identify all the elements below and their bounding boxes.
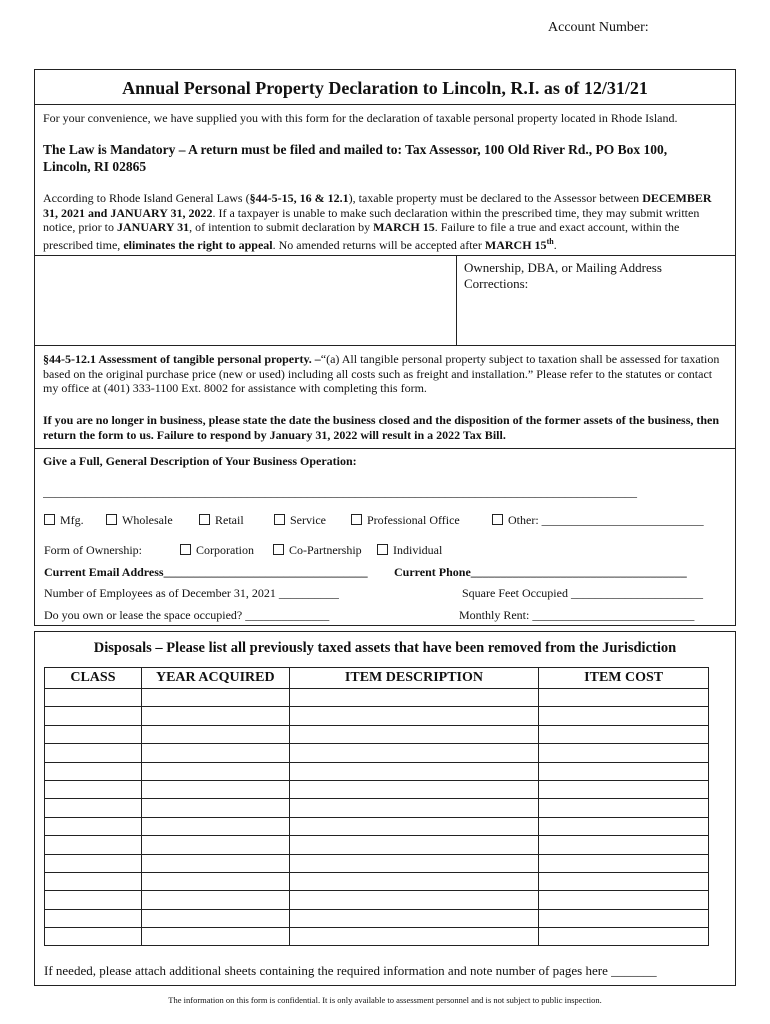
cost-cell[interactable] <box>539 928 709 946</box>
class-cell[interactable] <box>45 817 142 835</box>
description-cell[interactable] <box>289 854 539 872</box>
class-cell[interactable] <box>45 689 142 707</box>
year-cell[interactable] <box>141 909 289 927</box>
para-text: . Failure to file a true and exact account, within the prescribed time, <box>43 220 680 252</box>
wholesale-option[interactable] <box>106 513 173 528</box>
account-number-label: Account Number: <box>548 20 649 35</box>
email-field[interactable]: Current Email Address__________________________________ <box>44 565 368 579</box>
year-cell[interactable] <box>141 725 289 743</box>
table-row <box>45 799 709 817</box>
checkbox[interactable] <box>492 514 503 525</box>
table-row <box>45 762 709 780</box>
corporation-label: Corporation <box>196 543 254 557</box>
professional-office-option[interactable] <box>351 513 460 528</box>
checkbox[interactable] <box>273 544 284 555</box>
description-cell[interactable] <box>289 707 539 725</box>
class-cell[interactable] <box>45 836 142 854</box>
mfg-option[interactable] <box>44 513 84 528</box>
checkbox[interactable] <box>44 514 55 525</box>
cost-cell[interactable] <box>539 689 709 707</box>
checkbox[interactable] <box>106 514 117 525</box>
table-row <box>45 891 709 909</box>
description-cell[interactable] <box>289 817 539 835</box>
intro-text: For your convenience, we have supplied you with this form for the declaration of taxable personal property located in Rhode Island. <box>43 111 678 125</box>
wholesale-label: Wholesale <box>122 513 173 527</box>
table-row <box>45 725 709 743</box>
retail-label: Retail <box>215 513 244 527</box>
description-cell[interactable] <box>289 689 539 707</box>
cost-cell[interactable] <box>539 799 709 817</box>
copartnership-option[interactable] <box>273 543 362 558</box>
year-cell[interactable] <box>141 762 289 780</box>
para-bold: MARCH 15 <box>484 237 547 252</box>
year-cell[interactable] <box>141 891 289 909</box>
retail-option[interactable] <box>199 513 244 528</box>
description-cell[interactable] <box>289 891 539 909</box>
description-cell[interactable] <box>289 725 539 743</box>
class-cell[interactable] <box>45 891 142 909</box>
para-text: . <box>553 237 557 252</box>
copartnership-label: Co-Partnership <box>289 543 362 557</box>
disposals-title: Disposals – Please list all previously taxed assets that have been removed from the Jurisdiction <box>93 640 677 656</box>
law-line-2: Lincoln, RI 02865 <box>43 158 147 174</box>
description-cell[interactable] <box>289 744 539 762</box>
para-bold: DECEMBER 31, 2021 and JANUARY 31, 2022 <box>43 191 712 220</box>
divider <box>35 448 735 449</box>
form-title: Annual Personal Property Declaration to Lincoln, R.I. as of 12/31/21 <box>122 78 648 98</box>
declaration-form <box>34 69 736 626</box>
table-row <box>45 928 709 946</box>
cost-cell[interactable] <box>539 836 709 854</box>
checkbox[interactable] <box>377 544 388 555</box>
table-header-row <box>45 668 709 689</box>
year-cell[interactable] <box>141 744 289 762</box>
business-description-line[interactable]: ___________________________________________________________________________________________________ <box>43 485 637 499</box>
description-cell[interactable] <box>289 799 539 817</box>
statute-text: “(a) All tangible personal property subject to taxation shall be assessed for taxation based on the original purchase price (new or used) including all costs such as freight and installation.” Please refer to the statutes or contact my office at (401) 333-1100 Ext. 8002 for assistance with completing this form. <box>43 352 720 395</box>
cost-cell[interactable] <box>539 817 709 835</box>
confidentiality-footer: The information on this form is confidential. It is only available to assessment personnel and is not subject to public inspection. <box>168 995 602 1005</box>
statute-title: §44-5-12.1 Assessment of tangible personal property. – <box>43 352 321 366</box>
no-longer-in-business-text: If you are no longer in business, please state the date the business closed and the disposition of the former assets of the business, then return the form to us. Failure to respond by January 31, 2022 will result in a 2022 Tax Bill. <box>43 413 720 442</box>
cost-cell[interactable] <box>539 744 709 762</box>
cost-cell[interactable] <box>539 780 709 798</box>
checkbox[interactable] <box>351 514 362 525</box>
disposals-table <box>44 667 709 946</box>
statute-paragraph <box>43 352 729 396</box>
class-cell[interactable] <box>45 928 142 946</box>
table-row <box>45 909 709 927</box>
table-row <box>45 817 709 835</box>
class-cell[interactable] <box>45 707 142 725</box>
cost-cell[interactable] <box>539 891 709 909</box>
other-option[interactable] <box>492 513 704 528</box>
para-bold: §44-5-15, 16 & 12.1 <box>249 191 349 205</box>
own-lease-field[interactable]: Do you own or lease the space occupied? ______________ <box>44 608 330 622</box>
year-cell[interactable] <box>141 836 289 854</box>
year-cell[interactable] <box>141 799 289 817</box>
law-line-1: The Law is Mandatory – A return must be filed and mailed to: Tax Assessor, 100 Old River Rd., PO Box 100, <box>43 142 668 157</box>
business-description-label: Give a Full, General Description of Your Business Operation: <box>43 454 357 468</box>
other-label: Other: ___________________________ <box>508 513 704 527</box>
para-text: . If a taxpayer is unable to make such declaration within the prescribed time, they may submit written notice, prior to <box>43 205 700 234</box>
cost-cell[interactable] <box>539 762 709 780</box>
attach-sheets-note[interactable]: If needed, please attach additional sheets containing the required information and note number of pages here _______ <box>44 963 657 978</box>
para-text: , of intention to submit declaration by <box>189 220 374 234</box>
para-text: ), taxable property must be declared to the Assessor between <box>348 191 643 205</box>
description-cell[interactable] <box>289 872 539 890</box>
ownership-label-line-2: Corrections: <box>464 276 529 291</box>
phone-field[interactable]: Current Phone____________________________________ <box>394 565 687 579</box>
description-cell[interactable] <box>289 780 539 798</box>
ownership-corrections-label[interactable] <box>464 260 662 292</box>
divider <box>35 345 735 346</box>
cost-cell[interactable] <box>539 909 709 927</box>
address-divider <box>456 255 457 345</box>
form-of-ownership-label: Form of Ownership: <box>44 543 142 557</box>
disposals-section <box>34 631 736 986</box>
para-bold: eliminates the right to appeal <box>123 237 273 252</box>
table-row <box>45 744 709 762</box>
checkbox[interactable] <box>274 514 285 525</box>
class-cell[interactable] <box>45 762 142 780</box>
checkbox[interactable] <box>180 544 191 555</box>
square-feet-field[interactable]: Square Feet Occupied ______________________ <box>462 586 703 600</box>
table-row <box>45 872 709 890</box>
description-cell[interactable] <box>289 928 539 946</box>
checkbox[interactable] <box>199 514 210 525</box>
table-row <box>45 707 709 725</box>
professional-office-label: Professional Office <box>367 513 460 527</box>
class-cell[interactable] <box>45 725 142 743</box>
description-cell[interactable] <box>289 762 539 780</box>
class-cell[interactable] <box>45 854 142 872</box>
mfg-label: Mfg. <box>60 513 84 527</box>
year-cell[interactable] <box>141 872 289 890</box>
service-option[interactable] <box>274 513 326 528</box>
class-cell[interactable] <box>45 744 142 762</box>
general-laws-paragraph <box>43 191 729 252</box>
ownership-label-line-1: Ownership, DBA, or Mailing Address <box>464 260 662 275</box>
table-row <box>45 854 709 872</box>
description-cell[interactable] <box>289 909 539 927</box>
para-text: According to Rhode Island General Laws ( <box>43 191 250 205</box>
description-cell[interactable] <box>289 836 539 854</box>
cost-cell[interactable] <box>539 854 709 872</box>
class-cell[interactable] <box>45 799 142 817</box>
cost-cell[interactable] <box>539 725 709 743</box>
year-cell[interactable] <box>141 817 289 835</box>
year-cell[interactable] <box>141 854 289 872</box>
table-row <box>45 780 709 798</box>
divider <box>35 104 735 105</box>
class-cell[interactable] <box>45 909 142 927</box>
year-cell[interactable] <box>141 707 289 725</box>
service-label: Service <box>290 513 326 527</box>
cost-cell[interactable] <box>539 707 709 725</box>
column-header-item-cost: ITEM COST <box>539 668 709 689</box>
year-cell[interactable] <box>141 780 289 798</box>
year-cell[interactable] <box>141 689 289 707</box>
column-header-item-description: ITEM DESCRIPTION <box>289 668 539 689</box>
mailing-address-area[interactable] <box>35 256 455 345</box>
corporation-option[interactable] <box>180 543 254 558</box>
para-bold: JANUARY 31 <box>116 220 190 234</box>
para-bold: MARCH 15 <box>373 220 435 234</box>
employees-field[interactable]: Number of Employees as of December 31, 2021 __________ <box>44 586 339 600</box>
individual-label: Individual <box>393 543 443 557</box>
class-cell[interactable] <box>45 872 142 890</box>
year-cell[interactable] <box>141 928 289 946</box>
para-text: . No amended returns will be accepted after <box>272 237 485 252</box>
column-header-year-acquired: YEAR ACQUIRED <box>141 668 289 689</box>
table-row <box>45 836 709 854</box>
law-mandatory-text <box>43 142 729 175</box>
table-row <box>45 689 709 707</box>
class-cell[interactable] <box>45 780 142 798</box>
individual-option[interactable] <box>377 543 442 558</box>
para-sup: th <box>546 236 554 246</box>
monthly-rent-field[interactable]: Monthly Rent: ___________________________ <box>459 608 695 622</box>
column-header-class: CLASS <box>45 668 142 689</box>
cost-cell[interactable] <box>539 872 709 890</box>
